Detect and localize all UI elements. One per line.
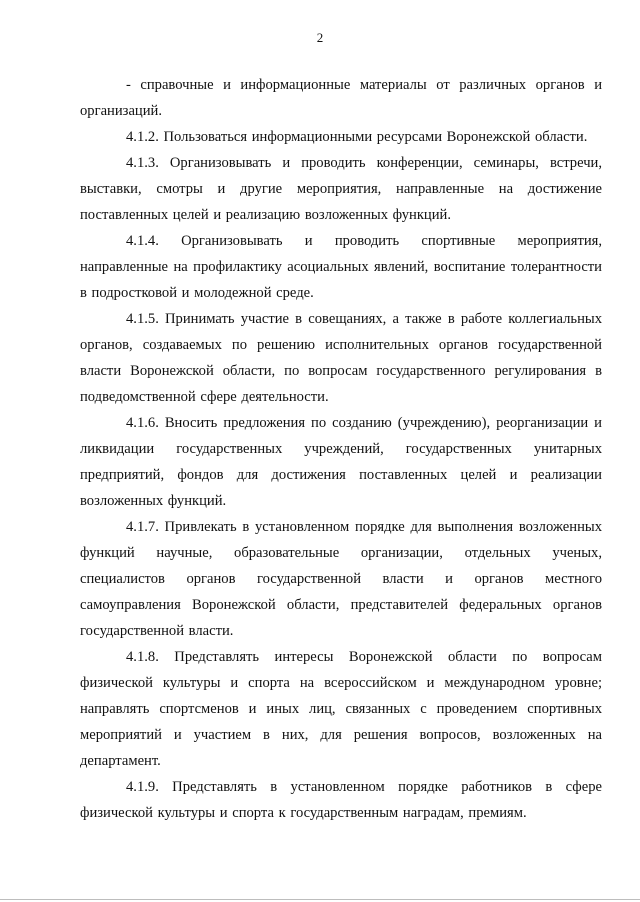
document-body	[80, 72, 602, 826]
paragraph-materials: - справочные и информационные материалы от различных органов и организаций.	[80, 77, 602, 119]
paragraph-4-1-6: 4.1.6. Вносить предложения по созданию (учреждению), реорганизации и ликвидации государственных учреждений, государственных унитарных предприятий, фондов для достижения поставленных целей и реализации возложенных функций.	[80, 415, 602, 509]
scan-bottom-edge	[0, 899, 640, 900]
paragraph-4-1-4: 4.1.4. Организовывать и проводить спортивные мероприятия, направленные на профилактику асоциальных явлений, воспитание толерантности в подростковой и молодежной среде.	[80, 233, 602, 301]
paragraph-4-1-8: 4.1.8. Представлять интересы Воронежской области по вопросам физической культуры и спорта на всероссийском и международном уровне; направлять спортсменов и иных лиц, связанных с проведением спортивных мероприятий и участием в них, для решения вопросов, возложенных на департамент.	[80, 649, 602, 769]
paragraph-4-1-3: 4.1.3. Организовывать и проводить конференции, семинары, встречи, выставки, смотры и другие мероприятия, направленные на достижение поставленных целей и реализацию возложенных функций.	[80, 155, 602, 223]
paragraph-4-1-9: 4.1.9. Представлять в установленном порядке работников в сфере физической культуры и спорта к государственным наградам, премиям.	[80, 779, 602, 821]
paragraph-4-1-7: 4.1.7. Привлекать в установленном порядке для выполнения возложенных функций научные, образовательные организации, отдельных ученых, специалистов органов государственной власти и органов местного самоуправления Воронежской области, представителей федеральных органов государственной власти.	[80, 519, 602, 639]
page-number: 2	[316, 30, 324, 45]
paragraph-4-1-2: 4.1.2. Пользоваться информационными ресурсами Воронежской области.	[126, 129, 588, 145]
paragraph-4-1-5: 4.1.5. Принимать участие в совещаниях, а также в работе коллегиальных органов, создаваемых по решению исполнительных органов государственной власти Воронежской области, по вопросам государственного регулирования в подведомственной сфере деятельности.	[80, 311, 602, 405]
